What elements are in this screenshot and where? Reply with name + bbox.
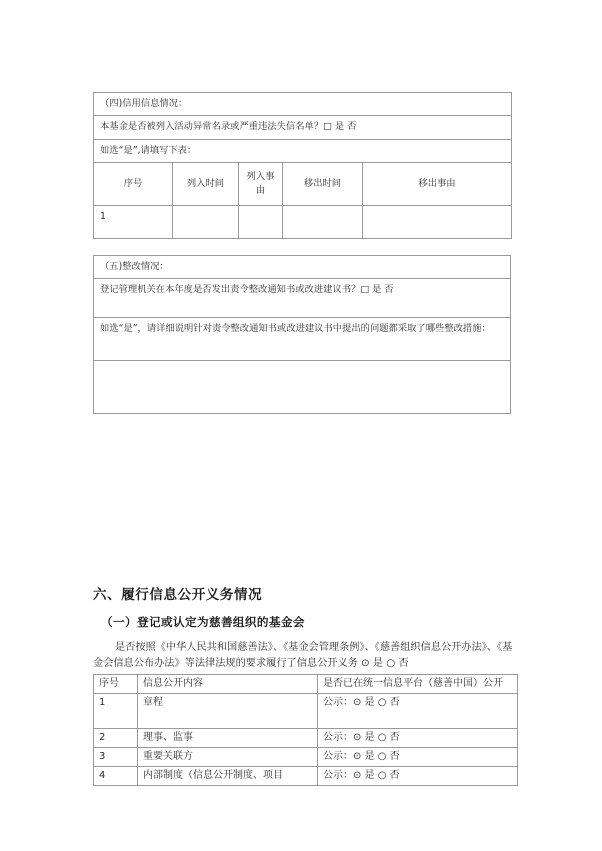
table-row	[94, 767, 518, 786]
rectification-heading-row	[94, 256, 511, 279]
cell-content: 重要关联方	[138, 748, 318, 767]
column-header-listed-time: 列入时间	[173, 163, 239, 206]
disclosure-header-row	[94, 675, 518, 694]
cell-content: 理事、监事	[138, 729, 318, 748]
cell-content: 章程	[138, 694, 318, 729]
credit-info-heading: （四)信用信息情况：	[94, 93, 512, 116]
cell-status[interactable]: 公示：⊙ 是 ○ 否	[318, 748, 518, 767]
table-row	[94, 729, 518, 748]
cell-status[interactable]: 公示：⊙ 是 ○ 否	[318, 767, 518, 786]
column-header-listed-reason: 列入事由	[239, 163, 283, 206]
column-header-index: 序号	[94, 675, 138, 694]
cell-index: 1	[94, 694, 138, 729]
credit-info-question: 本基金是否被列入活动异常名录或严重违法失信名单？□ 是 否	[94, 116, 512, 139]
cell-removed-time[interactable]	[283, 206, 363, 239]
cell-index: 1	[94, 206, 173, 239]
rectification-heading: （五)整改情况：	[94, 256, 511, 279]
rectification-question-row	[94, 279, 511, 318]
rectification-question: 登记管理机关在本年度是否发出责令整改通知书或改进建议书？□ 是 否	[94, 279, 511, 318]
column-header-removed-reason: 移出事由	[363, 163, 512, 206]
cell-index: 3	[94, 748, 138, 767]
credit-info-instruction: 如选“是”,请填写下表：	[94, 139, 512, 162]
cell-removed-reason[interactable]	[363, 206, 512, 239]
credit-info-heading-row	[94, 93, 512, 116]
disclosure-intro-paragraph: 是否按照《中华人民共和国慈善法》、《基金会管理条例》、《慈善组织信息公开办法》、《基金会信息公布办法》等法律法规的要求履行了信息公开义务 ⊙ 是 ○ 否	[93, 642, 513, 670]
credit-info-instruction-row	[94, 139, 512, 162]
column-header-status: 是否已在统一信息平台（慈善中国）公开	[318, 675, 518, 694]
table-row	[94, 206, 512, 239]
cell-listed-reason[interactable]	[239, 206, 283, 239]
credit-info-question-row	[94, 116, 512, 139]
cell-content: 内部制度（信息公开制度、项目	[138, 767, 318, 786]
rectification-answer-row	[94, 361, 511, 414]
credit-info-table	[93, 92, 512, 239]
rectification-instruction-row	[94, 318, 511, 361]
cell-listed-time[interactable]	[173, 206, 239, 239]
cell-status[interactable]: 公示：⊙ 是 ○ 否	[318, 729, 518, 748]
cell-index: 2	[94, 729, 138, 748]
table-row	[94, 748, 518, 767]
rectification-answer-field[interactable]	[94, 361, 511, 414]
column-header-removed-time: 移出时间	[283, 163, 363, 206]
credit-info-header-row	[94, 163, 512, 206]
cell-index: 4	[94, 767, 138, 786]
subheading-section-six-one: （一）登记或认定为慈善组织的基金会	[101, 615, 305, 629]
column-header-index: 序号	[94, 163, 173, 206]
rectification-table	[93, 255, 511, 414]
table-row	[94, 694, 518, 729]
column-header-content: 信息公开内容	[138, 675, 318, 694]
cell-status[interactable]: 公示：⊙ 是 ○ 否	[318, 694, 518, 729]
disclosure-table	[93, 674, 518, 786]
page-title-section-six: 六、履行信息公开义务情况	[93, 587, 263, 603]
rectification-instruction: 如选“是”，请详细说明针对责令整改通知书或改进建议书中提出的问题都采取了哪些整改措施：	[94, 318, 511, 361]
